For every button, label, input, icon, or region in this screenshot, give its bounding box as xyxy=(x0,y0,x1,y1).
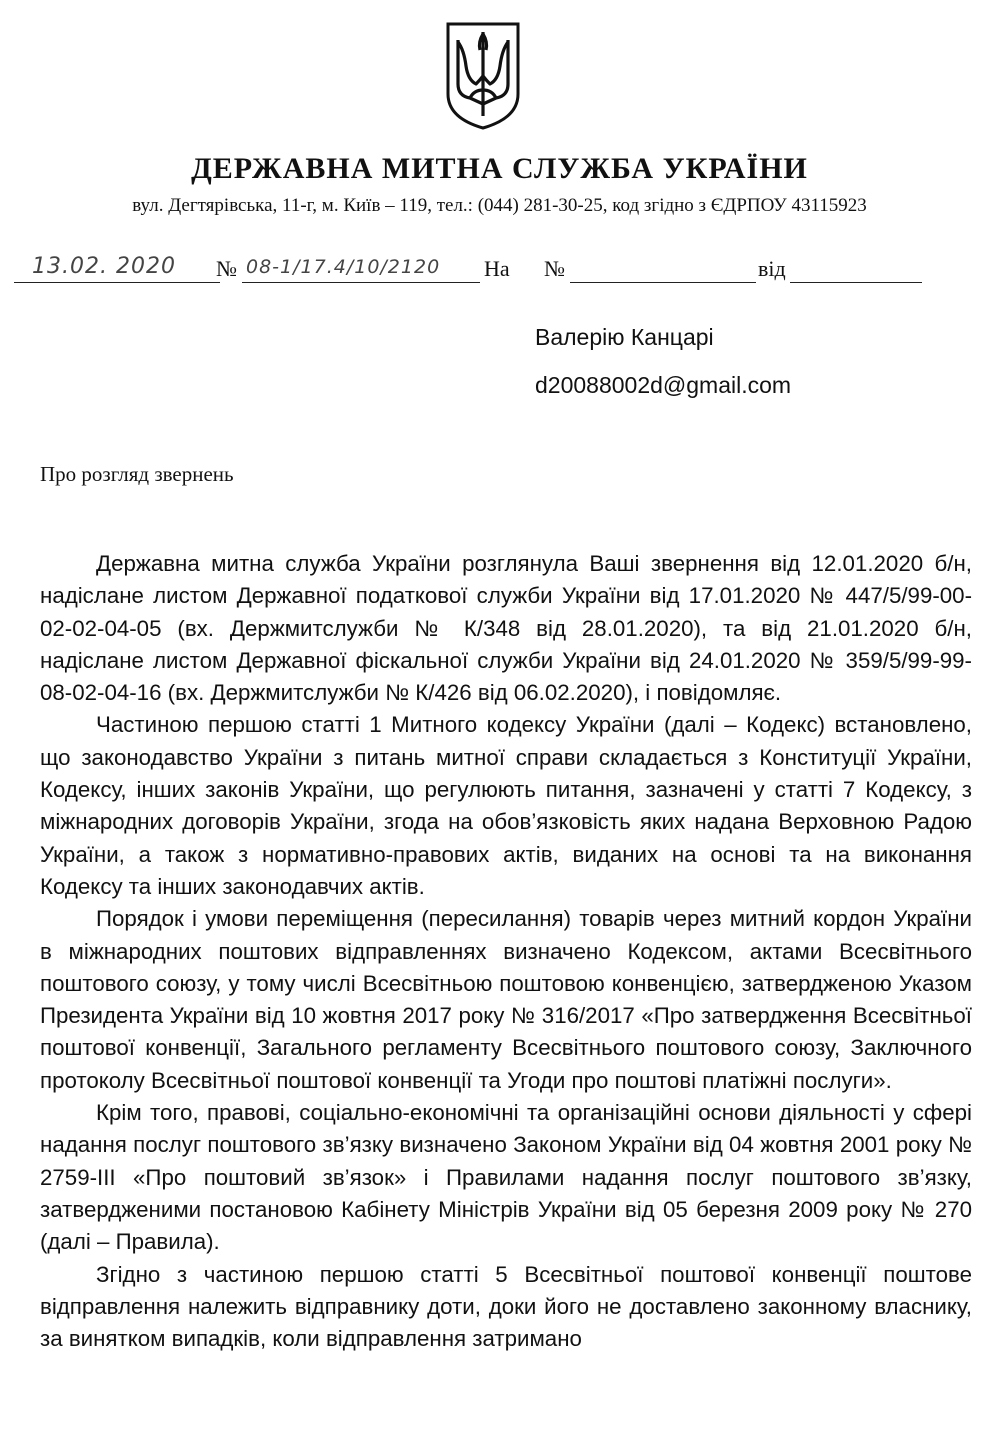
body-paragraph: Частиною першою статті 1 Митного кодексу України (далі – Кодекс) встановлено, що законодавство України з питань митної справи складається з Конституції України, Кодексу, інших законів України, що регулюють питання, зазначені у статті 7 Кодексу, з міжнародних договорів України, згода на обов’язковість яких надана Верховною Радою України, а також з нормативно-правових актів, виданих на основі та на виконання Кодексу та інших законодавчих актів. xyxy=(40,712,972,899)
organization-name: ДЕРЖАВНА МИТНА СЛУЖБА УКРАЇНИ xyxy=(191,152,808,185)
incoming-date-underline xyxy=(790,282,922,283)
number-underline xyxy=(242,282,480,283)
number-label: № xyxy=(216,256,237,281)
date-underline xyxy=(14,282,220,283)
letter-subject: Про розгляд звернень xyxy=(40,462,234,486)
body-paragraph: Згідно з частиною першою статті 5 Всесвітньої поштової конвенції поштове відправлення належить відправнику доти, доки його не доставлено законному власнику, за винятком випадків, коли відправлення затримано xyxy=(40,1261,972,1352)
body-paragraph: Державна митна служба України розглянула Ваші звернення від 12.01.2020 б/н, надіслане листом Державної податкової служби України від 17.01.2020 № 447/5/99-00-02-02-04-05 (вх. Держмитслужби № К/348 від 28.01.2020), та від 21.01.2020 б/н, надіслане листом Державної фіскальної служби України від 24.01.2020 № 359/5/99-99-08-02-04-16 (вх. Держмитслужби № К/426 від 06.02.2020), і повідомляє. xyxy=(40,551,972,706)
incoming-number-label: № xyxy=(544,256,565,281)
incoming-number-underline xyxy=(570,282,756,283)
body-paragraph: Порядок і умови переміщення (пересилання) товарів через митний кордон України в міжнародних поштових відправленнях визначено Кодексом, актами Всесвітнього поштового союзу, у тому числі Всесвітньою поштовою конвенцією, затвердженою Указом Президента України від 10 жовтня 2017 року № 316/2017 «Про затвердження Всесвітньої поштової конвенції, Загального регламенту Всесвітнього поштового союзу, Заключного протоколу Всесвітньої поштової конвенції та Угоди про поштові платіжні послуги». xyxy=(40,906,972,1093)
trident-coat-of-arms-icon xyxy=(444,20,522,132)
organization-address: вул. Дегтярівська, 11-г, м. Київ – 119, тел.: (044) 281-30-25, код згідно з ЄДРПОУ 43115923 xyxy=(132,195,867,216)
recipient-email: d20088002d@gmail.com xyxy=(535,372,792,398)
vid-label: від xyxy=(758,256,786,281)
na-label: На xyxy=(484,256,510,281)
registration-line xyxy=(14,248,974,288)
body-paragraph: Крім того, правові, соціально-економічні та організаційні основи діяльності у сфері надання послуг поштового зв’язку визначено Законом України від 04 жовтня 2001 року № 2759-ІІІ «Про поштовий зв’язок» і Правилами надання послуг поштового зв’язку, затвердженими постановою Кабінету Міністрів України від 05 березня 2009 року № 270 (далі – Правила). xyxy=(40,1100,972,1255)
letter-body xyxy=(40,548,972,1355)
recipient-name: Валерію Канцарі xyxy=(535,324,714,350)
outgoing-date: 13.02. 2020 xyxy=(32,254,176,279)
outgoing-number: 08-1/17.4/10/2120 xyxy=(246,256,441,278)
